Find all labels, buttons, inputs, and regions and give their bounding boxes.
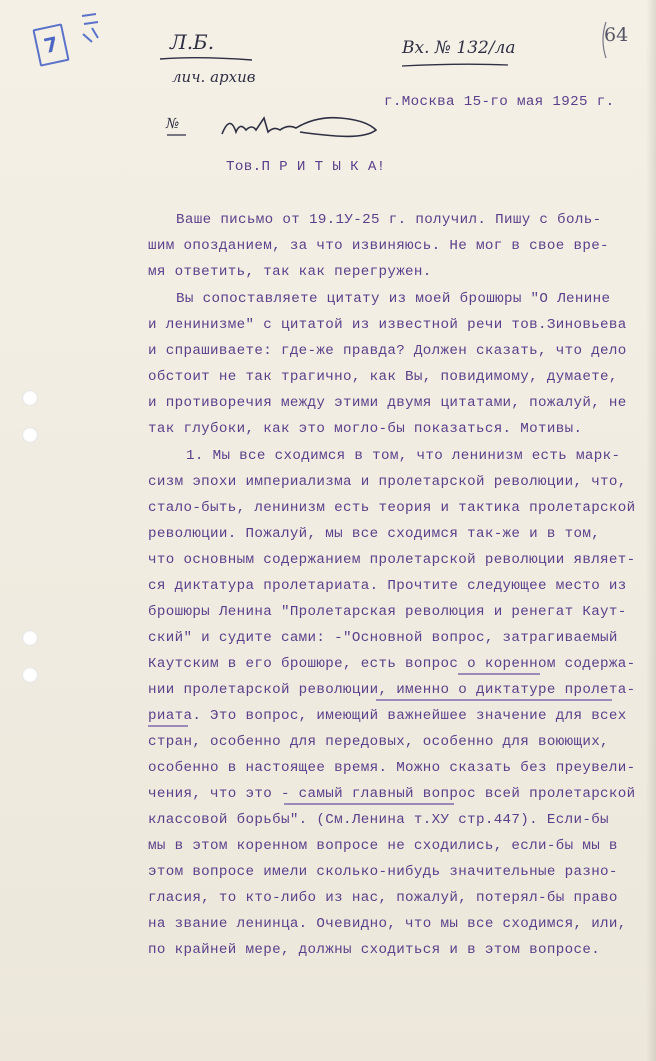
text-line: обстоит не так трагично, как Вы, повидимому, думаете, [148,369,618,385]
text-line: особенно в настоящее время. Можно сказать без преувели- [148,760,636,776]
top-left-note: лич. архив [172,68,256,86]
stamp-number: 7 [41,31,61,59]
text-line: Каутским в его брошюре, есть вопрос о коренном содержа- [148,656,636,672]
text-line: гласия, то кто-либо из нас, пожалуй, потерял-бы право [148,890,618,906]
text-line: риата. Это вопрос, имеющий важнейшее значение для всех [148,708,627,724]
top-left-code: Л.Б. [170,30,215,54]
top-right-reference: Вх. № 132/ла [402,38,516,58]
salutation: Тов.П Р И Т Ы К А! [226,159,386,175]
text-line: сизм эпохи империализма и пролетарской революции, что, [148,474,627,490]
text-line: Ваше письмо от 19.1У-25 г. получил. Пишу с боль- [176,212,602,228]
page-number: 64 [604,24,629,46]
text-line: 1. Мы все сходимся в том, что ленинизм есть марк- [186,448,621,464]
text-line: брошюры Ленина "Пролетарская революция и ренегат Каут- [148,604,627,620]
text-line: стало-быть, ленинизм есть теория и тактика пролетарской [148,500,636,516]
text-line: ся диктатура пролетариата. Прочтите следующее место из [148,578,627,594]
text-line: что основным содержанием пролетарской революции являет- [148,552,636,568]
text-line: так глубоки, как это могло-бы показаться. Мотивы. [148,421,583,437]
text-line: и противоречия между этими двумя цитатами, пожалуй, не [148,395,627,411]
text-line: шим опозданием, за что извиняюсь. Не мог в свое вре- [148,238,609,254]
text-line: чения, что это - самый главный вопрос всей пролетарской [148,786,636,802]
text-line: по крайней мере, должны сходиться и в этом вопросе. [148,942,601,958]
text-line: революции. Пожалуй, мы все сходимся так-же и в том, [148,526,601,542]
text-line: и спрашиваете: где-же правда? Должен сказать, что дело [148,343,627,359]
text-line: этом вопросе имели сколько-нибудь значительные разно- [148,864,618,880]
text-line: нии пролетарской революции, именно о диктатуре пролета- [148,682,636,698]
text-line: и ленинизме" с цитатой из известной речи тов.Зиновьева [148,317,627,333]
place-date: г.Москва 15-го мая 1925 г. [384,94,615,110]
text-line: Вы сопоставляете цитату из моей брошюры "О Ленине [176,291,611,307]
text-line: классовой борьбы". (См.Ленина т.ХУ стр.447). Если-бы [148,812,609,828]
text-line: стран, особенно для передовых, особенно для воюющих, [148,734,609,750]
text-line: мы в этом коренном вопросе не сходились, если-бы мы в [148,838,618,854]
text-line: мя ответить, так как перегружен. [148,264,432,280]
text-line: на звание ленинца. Очевидно, что мы все сходимся, или, [148,916,627,932]
margin-note: № [166,116,180,132]
text-line: ский" и судите сами: -"Основной вопрос, затрагиваемый [148,630,618,646]
